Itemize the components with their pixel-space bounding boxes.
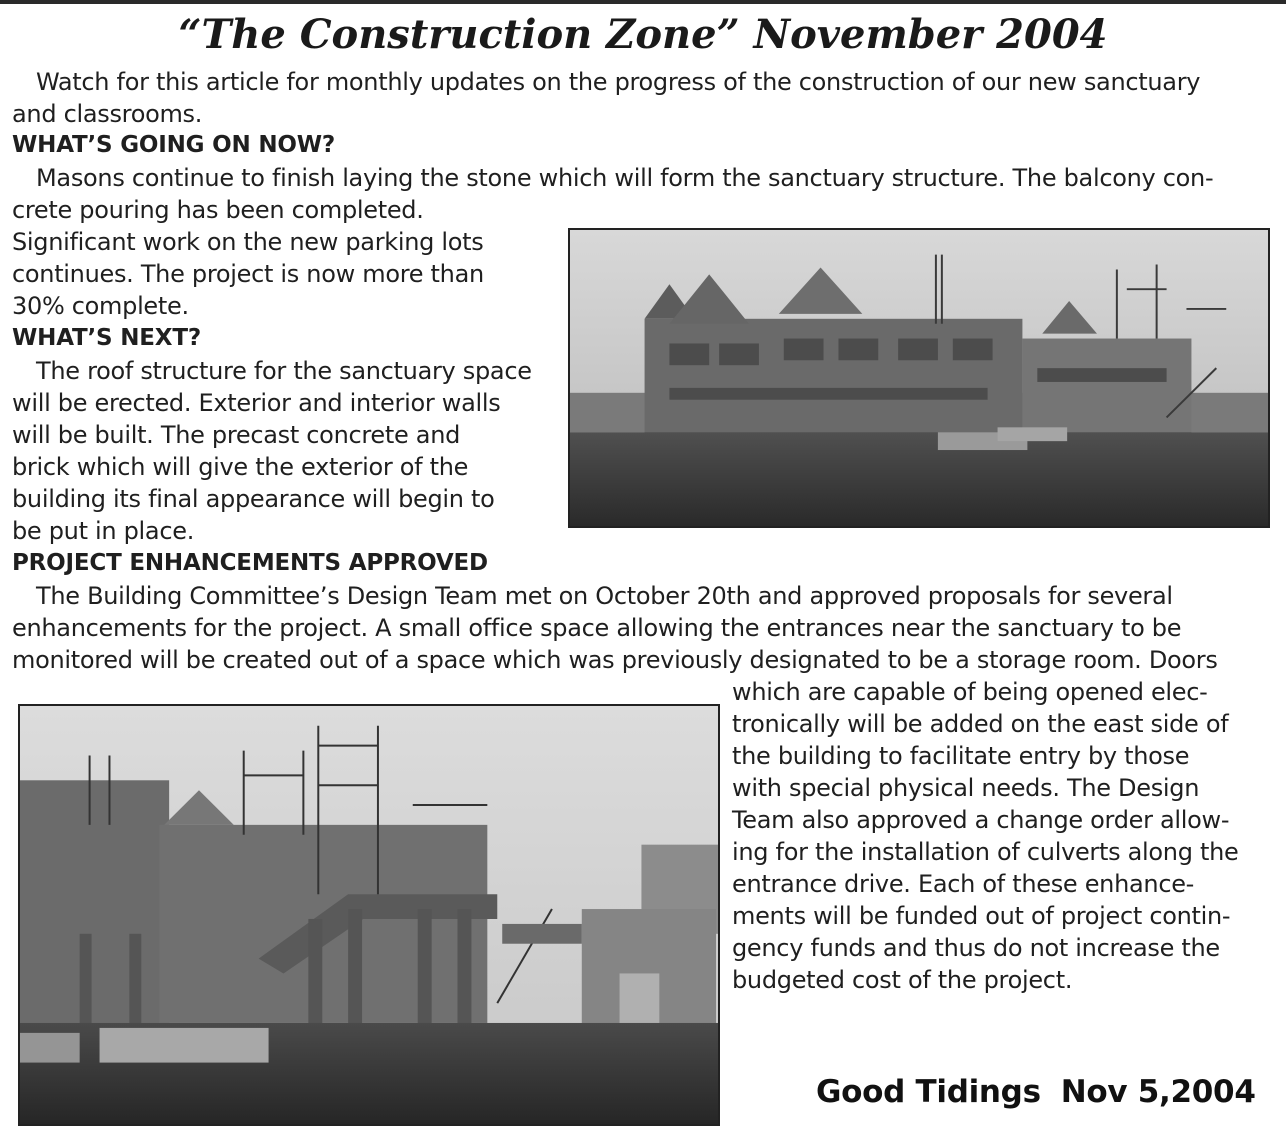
intro-line: Watch for this article for monthly updates on the progress of the construction of our new sanctuary: [36, 68, 1201, 96]
paragraph-line: ments will be funded out of project contin-: [732, 902, 1231, 930]
paragraph-line: gency funds and thus do not increase the: [732, 934, 1220, 962]
section-heading-enhancements: PROJECT ENHANCEMENTS APPROVED: [12, 550, 488, 576]
top-rule: [0, 0, 1286, 4]
paragraph-line: be put in place.: [12, 517, 195, 545]
paragraph-line: Masons continue to finish laying the stone which will form the sanctuary structure. The balcony con-: [36, 164, 1214, 192]
paragraph-line: with special physical needs. The Design: [732, 774, 1200, 802]
paragraph-line: Team also approved a change order allow-: [732, 806, 1230, 834]
paragraph-line: will be built. The precast concrete and: [12, 421, 461, 449]
paragraph-line: entrance drive. Each of these enhance-: [732, 870, 1195, 898]
paragraph-line: budgeted cost of the project.: [732, 966, 1073, 994]
paragraph-line: crete pouring has been completed.: [12, 196, 424, 224]
paragraph-line: The roof structure for the sanctuary space: [36, 357, 532, 385]
paragraph-line: which are capable of being opened elec-: [732, 678, 1208, 706]
paragraph-line: ing for the installation of culverts along the: [732, 838, 1239, 866]
paragraph-line: tronically will be added on the east side of: [732, 710, 1229, 738]
section-heading-whats-next: WHAT’S NEXT?: [12, 325, 201, 351]
publication-date: Nov 5,2004: [1060, 1074, 1256, 1110]
paragraph-line: monitored will be created out of a space which was previously designated to be a storage room. Doors: [12, 646, 1218, 674]
intro-line: and classrooms.: [12, 100, 203, 128]
paragraph-line: Significant work on the new parking lots: [12, 228, 484, 256]
paragraph-line: the building to facilitate entry by those: [732, 742, 1190, 770]
paragraph-line: enhancements for the project. A small office space allowing the entrances near the sanctuary to be: [12, 614, 1182, 642]
paragraph-line: 30% complete.: [12, 292, 189, 320]
paragraph-line: The Building Committee’s Design Team met on October 20th and approved proposals for several: [36, 582, 1173, 610]
publication-credit: [816, 1072, 1276, 1112]
paragraph-line: continues. The project is now more than: [12, 260, 484, 288]
article-title: “The Construction Zone” November 2004: [178, 11, 1108, 58]
paragraph-line: building its final appearance will begin to: [12, 485, 495, 513]
section-heading-going-on-now: WHAT’S GOING ON NOW?: [12, 132, 336, 158]
construction-photo-classrooms: [18, 704, 720, 1126]
publication-name: Good Tidings: [816, 1074, 1041, 1110]
construction-photo-sanctuary: [568, 228, 1270, 528]
paragraph-line: will be erected. Exterior and interior walls: [12, 389, 501, 417]
paragraph-line: brick which will give the exterior of the: [12, 453, 469, 481]
